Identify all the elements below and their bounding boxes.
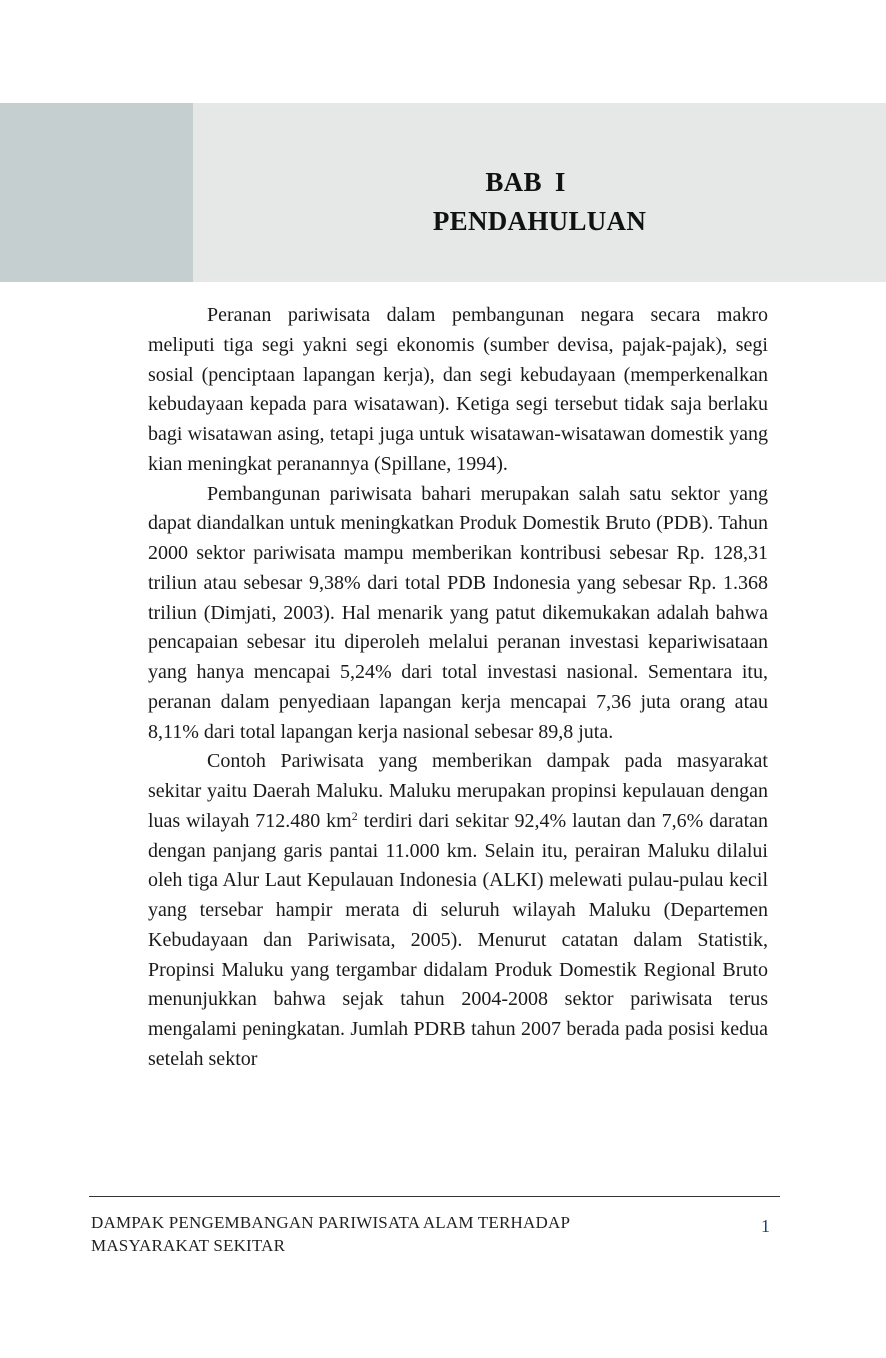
page-number: 1 xyxy=(761,1216,770,1236)
chapter-name: PENDAHULUAN xyxy=(432,206,647,236)
chapter-header-band xyxy=(0,103,886,282)
paragraph-3-part-1: Contoh Pariwisata yang memberikan dampak pada masyarakat sekitar yaitu Daerah Maluku. Maluku merupakan propinsi kepulauan dengan luas wilayah 712.480 km xyxy=(148,750,768,832)
paragraph-3-part-2: terdiri dari sekitar 92,4% lautan dan 7,6% daratan dengan panjang garis pantai 11.000 km. Selain itu, perairan Maluku dilalui oleh tiga Alur Laut Kepulauan Indonesia (ALKI) melewati pulau-pulau kecil yang tersebar hampir merata di seluruh wilayah Maluku (Departemen Kebudayaan dan Pariwisata, 2005). Menurut catatan dalam Statistik, Propinsi Maluku yang tergambar didalam Produk Domestik Regional Bruto menunjukkan bahwa sejak tahun 2004-2008 sektor pariwisata terus mengalami peningkatan. Jumlah PDRB tahun 2007 berada pada posisi kedua setelah sektor xyxy=(148,809,769,1070)
body-text xyxy=(148,301,768,1075)
chapter-number: BAB I xyxy=(485,167,566,197)
footer-title-line-1: DAMPAK PENGEMBANGAN PARIWISATA ALAM TERHADAP xyxy=(91,1213,571,1232)
paragraph-1: Peranan pariwisata dalam pembangunan negara secara makro meliputi tiga segi yakni segi ekonomis (sumber devisa, pajak-pajak), segi sosial (penciptaan lapangan kerja), dan segi kebudayaan (memperkenalkan kebudayaan kepada para wisatawan). Ketiga segi tersebut tidak saja berlaku bagi wisatawan asing, tetapi juga untuk wisatawan-wisatawan domestik yang kian meningkat peranannya (Spillane, 1994). xyxy=(148,304,768,475)
paragraph-3 xyxy=(148,747,768,1074)
footer-divider xyxy=(89,1196,780,1197)
superscript-two: 2 xyxy=(351,808,358,823)
chapter-title xyxy=(193,163,886,241)
running-footer-title xyxy=(91,1211,711,1257)
paragraph-2: Pembangunan pariwisata bahari merupakan salah satu sektor yang dapat diandalkan untuk meningkatkan Produk Domestik Bruto (PDB). Tahun 2000 sektor pariwisata mampu memberikan kontribusi sebesar Rp. 128,31 triliun atau sebesar 9,38% dari total PDB Indonesia yang sebesar Rp. 1.368 triliun (Dimjati, 2003). Hal menarik yang patut dikemukakan adalah bahwa pencapaian sebesar itu diperoleh melalui peranan investasi kepariwisataan yang hanya mencapai 5,24% dari total investasi nasional. Sementara itu, peranan dalam penyediaan lapangan kerja mencapai 7,36 juta orang atau 8,11% dari total lapangan kerja nasional sebesar 89,8 juta. xyxy=(148,482,768,743)
footer-title-line-2: MASYARAKAT SEKITAR xyxy=(91,1236,286,1255)
